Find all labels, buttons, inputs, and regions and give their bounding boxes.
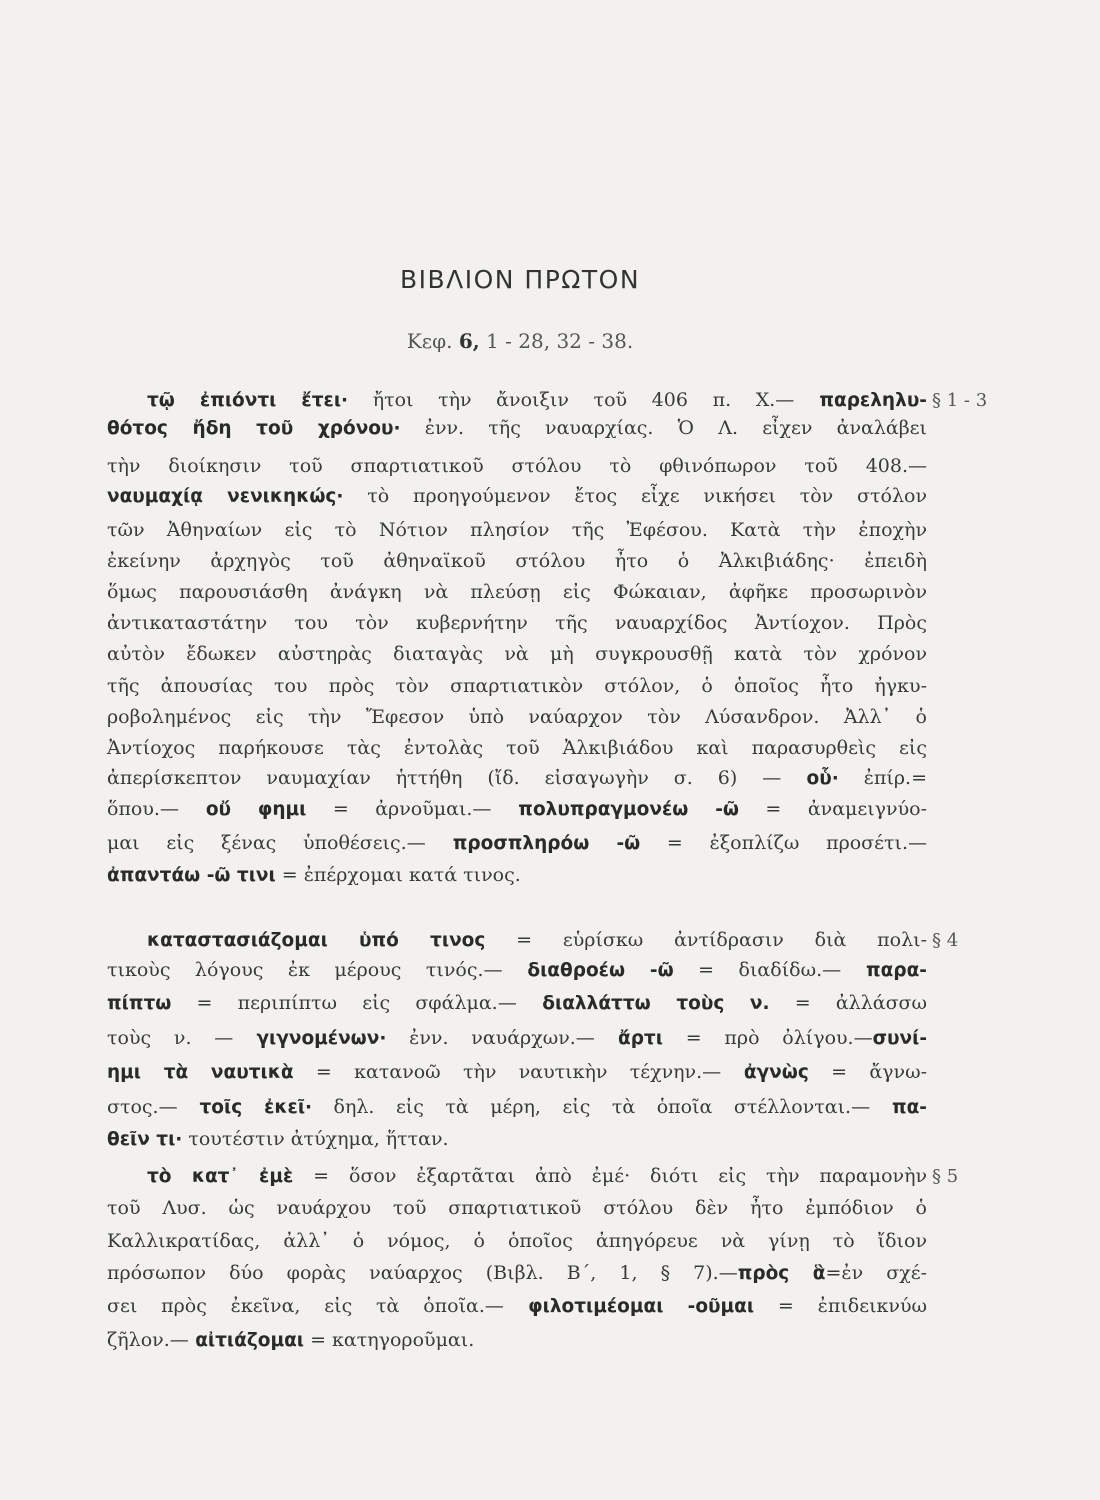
text-line: θότος ἤδη τοῦ χρόνου· ἐνν. τῆς ναυαρχίας. Ὁ Λ. εἶχεν ἀναλάβει xyxy=(107,417,927,439)
text-line: τὸ κατ᾽ ἐμὲ = ὅσον ἐξαρτᾶται ἀπὸ ἐμέ· διότι εἰς τὴν παραμονὴν xyxy=(147,1165,927,1187)
text-line: ροβολημένος εἰς τὴν Ἔφεσον ὑπὸ ναύαρχον τὸν Λύσανδρον. Ἀλλ᾽ ὁ xyxy=(107,706,927,728)
text-line: καταστασιάζομαι ὑπό τινος = εὑρίσκω ἀντίδρασιν διὰ πολι- xyxy=(147,929,927,951)
text-line: τῷ ἐπιόντι ἔτει· ἤτοι τὴν ἄνοιξιν τοῦ 406 π. Χ.— παρεληλυ- xyxy=(147,389,927,411)
text-line: τοῦ Λυσ. ὡς ναυάρχου τοῦ σπαρτιατικοῦ στόλου δὲν ἦτο ἐμπόδιον ὁ xyxy=(107,1197,927,1219)
text-line: ἀντικαταστάτην του τὸν κυβερνήτην τῆς ναυαρχίδος Ἀντίοχον. Πρὸς xyxy=(107,612,927,634)
text-line: αὐτὸν ἔδωκεν αὐστηρὰς διαταγὰς νὰ μὴ συγκρουσθῇ κατὰ τὸν χρόνον xyxy=(107,643,927,665)
text-line: Ἀντίοχος παρήκουσε τὰς ἐντολὰς τοῦ Ἀλκιβιάδου καὶ παρασυρθεὶς εἰς xyxy=(107,737,927,759)
section-marker: § 4 xyxy=(932,930,959,951)
text-line: πίπτω = περιπίπτω εἰς σφάλμα.— διαλλάττω τοὺς ν. = ἀλλάσσω xyxy=(107,992,927,1014)
chapter-prefix: Κεφ. xyxy=(406,329,453,353)
text-line: μαι εἰς ξένας ὑποθέσεις.— προσπληρόω -ῶ = ἐξοπλίζω προσέτι.— xyxy=(107,832,927,854)
text-line: τῶν Ἀθηναίων εἰς τὸ Νότιον πλησίον τῆς Ἐφέσου. Κατὰ τὴν ἐποχὴν xyxy=(107,519,927,541)
chapter-ranges: 1 - 28, 32 - 38. xyxy=(486,329,634,353)
text-line: στος.— τοῖς ἐκεῖ· δηλ. εἰς τὰ μέρη, εἰς τὰ ὁποῖα στέλλονται.— πα- xyxy=(107,1096,927,1118)
text-line: θεῖν τι· τουτέστιν ἀτύχημα, ἥτταν. xyxy=(107,1128,449,1150)
page-title: ΒΙΒΛΙΟΝ ΠΡΩΤΟΝ xyxy=(399,265,641,294)
text-line: ἀπερίσκεπτον ναυμαχίαν ἡττήθη (ἴδ. εἰσαγωγὴν σ. 6) — οὗ· ἐπίρ.= xyxy=(107,767,927,789)
section-marker: § 1 - 3 xyxy=(932,390,988,411)
text-line: ἀπαντάω -ῶ τινι = ἐπέρχομαι κατά τινος. xyxy=(107,864,521,886)
text-line: ἐκείνην ἀρχηγὸς τοῦ ἀθηναϊκοῦ στόλου ἦτο ὁ Ἀλκιβιάδης· ἐπειδὴ xyxy=(107,550,927,572)
text-line: ὅπου.— οὔ φημι = ἀρνοῦμαι.— πολυπραγμονέω -ῶ = ἀναμειγνύο- xyxy=(107,798,927,820)
text-line: τοὺς ν. — γιγνομένων· ἐνν. ναυάρχων.— ἄρτι = πρὸ ὀλίγου.—συνί- xyxy=(107,1027,927,1049)
text-line: ημι τὰ ναυτικὰ = κατανοῶ τὴν ναυτικὴν τέχνην.— ἀγνὼς = ἄγνω- xyxy=(107,1061,927,1083)
text-line: ζῆλον.— αἰτιάζομαι = κατηγοροῦμαι. xyxy=(107,1329,475,1351)
chapter-reference xyxy=(0,329,1040,353)
text-line: ναυμαχίᾳ νενικηκώς· τὸ προηγούμενον ἔτος εἶχε νικήσει τὸν στόλον xyxy=(107,485,927,507)
text-line: Καλλικρατίδας, ἀλλ᾽ ὁ νόμος, ὁ ὁποῖος ἀπηγόρευε νὰ γίνῃ τὸ ἴδιον xyxy=(107,1230,927,1252)
text-line: πρόσωπον δύο φορὰς ναύαρχος (Βιβλ. Β΄, 1, § 7).—πρὸς ἃ=ἐν σχέ- xyxy=(107,1262,927,1284)
chapter-number: 6, xyxy=(458,329,480,353)
text-line: τὴν διοίκησιν τοῦ σπαρτιατικοῦ στόλου τὸ φθινόπωρον τοῦ 408.— xyxy=(107,455,927,477)
text-line: τικοὺς λόγους ἐκ μέρους τινός.— διαθροέω -ῶ = διαδίδω.— παρα- xyxy=(107,959,927,981)
section-marker: § 5 xyxy=(932,1166,959,1187)
text-line: τῆς ἀπουσίας του πρὸς τὸν σπαρτιατικὸν στόλον, ὁ ὁποῖος ἦτο ἠγκυ- xyxy=(107,675,927,697)
text-line: ὅμως παρουσιάσθη ἀνάγκη νὰ πλεύσῃ εἰς Φώκαιαν, ἀφῆκε προσωρινὸν xyxy=(107,581,927,603)
text-line: σει πρὸς ἐκεῖνα, εἰς τὰ ὁποῖα.— φιλοτιμέομαι -οῦμαι = ἐπιδεικνύω xyxy=(107,1295,927,1317)
